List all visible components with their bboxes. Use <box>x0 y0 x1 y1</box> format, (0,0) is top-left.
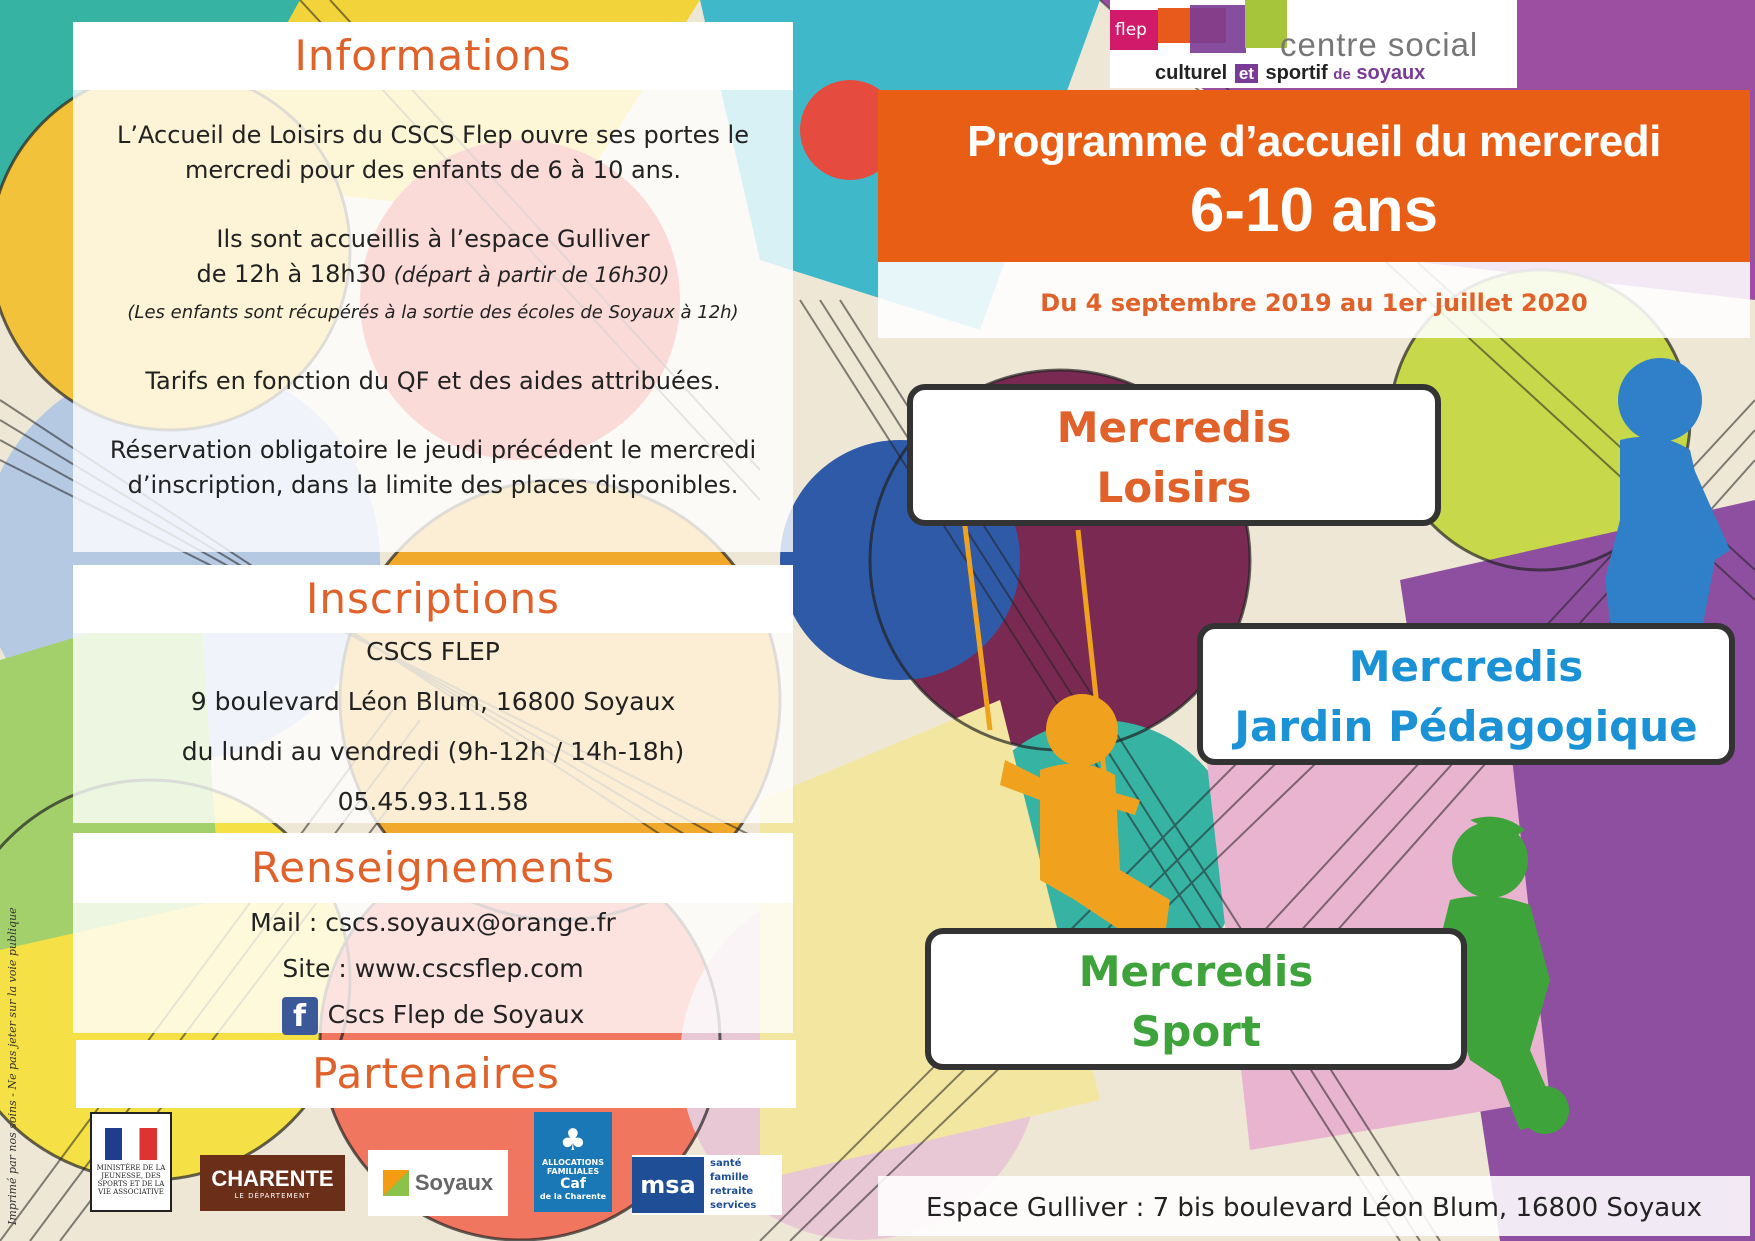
msa-services-list <box>710 1157 756 1213</box>
card-sport-line1: Mercredis <box>1078 947 1314 996</box>
print-notice-vertical: Imprimé par nos soins - Ne pas jeter sur la voie publique <box>6 907 19 1225</box>
inscriptions-title: Inscriptions <box>306 574 560 623</box>
card-sport-line2: Sport <box>1131 1007 1261 1056</box>
card-loisirs-line1: Mercredis <box>1056 403 1292 452</box>
soyaux-logo <box>368 1150 508 1216</box>
renseignements-body <box>73 903 793 1033</box>
info-p2-line1: Ils sont accueillis à l’espace Gulliver <box>216 225 650 253</box>
logo-de: de <box>1333 66 1351 83</box>
logo-subtitle <box>1155 62 1425 85</box>
charente-label: CHARENTE <box>211 1166 334 1191</box>
inscriptions-phone[interactable]: 05.45.93.11.58 <box>337 787 529 816</box>
caf-name: Caf <box>560 1175 586 1192</box>
renseignements-facebook[interactable] <box>73 995 793 1041</box>
card-mercredis-jardin <box>1197 623 1735 765</box>
msa-item: retraite <box>710 1186 754 1197</box>
info-p2-line3: (Les enfants sont récupérés à la sortie des écoles de Soyaux à 12h) <box>127 302 739 323</box>
informations-title: Informations <box>294 31 572 80</box>
caf-label: ALLOCATIONS FAMILIALES <box>541 1157 605 1176</box>
renseignements-site[interactable]: Site : www.cscsflep.com <box>282 954 584 983</box>
inscriptions-hours: du lundi au vendredi (9h-12h / 14h-18h) <box>181 737 685 766</box>
inscriptions-name: CSCS FLEP <box>366 637 500 666</box>
ministere-label: MINISTÈRE DE LA JEUNESSE, DES SPORTS ET DE LA VIE ASSOCIATIVE <box>96 1164 166 1196</box>
logo-culturel: culturel <box>1155 62 1228 84</box>
msa-mark: msa <box>632 1157 704 1213</box>
info-paragraph-tarifs: Tarifs en fonction du QF et des aides attribuées. <box>145 367 721 395</box>
programme-age-range: 6-10 ans <box>1189 176 1439 245</box>
caf-tree-icon: ♣ <box>559 1122 587 1158</box>
facebook-icon: f <box>282 997 318 1035</box>
inscriptions-header <box>73 565 793 633</box>
soyaux-label: Soyaux <box>414 1170 494 1195</box>
info-p4-line1: Réservation obligatoire le jeudi précédent le mercredi <box>109 436 757 464</box>
card-jardin-line1: Mercredis <box>1348 642 1584 691</box>
msa-item: santé <box>710 1158 742 1169</box>
partenaires-title: Partenaires <box>312 1049 560 1098</box>
card-jardin-line2: Jardin Pédagogique <box>1234 702 1698 751</box>
footer-address: Espace Gulliver : 7 bis boulevard Léon Blum, 16800 Soyaux <box>878 1176 1750 1236</box>
info-paragraph-reservation <box>73 433 793 503</box>
info-p2-note: (départ à partir de 16h30) <box>393 263 670 287</box>
informations-header <box>73 22 793 90</box>
msa-logo <box>632 1155 782 1215</box>
logo-flep-label: flep <box>1115 20 1147 40</box>
info-p1-line2: mercredi pour des enfants de 6 à 10 ans. <box>184 156 682 184</box>
renseignements-title: Renseignements <box>251 843 615 892</box>
card-loisirs-line2: Loisirs <box>1096 463 1252 512</box>
caf-sub-label: de la Charente <box>539 1191 607 1201</box>
facebook-label: Cscs Flep de Soyaux <box>327 1000 585 1029</box>
logo-soyaux: soyaux <box>1356 62 1426 84</box>
partenaires-header <box>76 1040 796 1108</box>
msa-item: services <box>710 1200 757 1211</box>
info-paragraph-accueil <box>73 118 793 188</box>
info-p4-line2: d’inscription, dans la limite des places disponibles. <box>127 471 739 499</box>
charente-sub-label: LE DÉPARTEMENT <box>234 1192 311 1200</box>
info-paragraph-horaires <box>73 222 793 330</box>
card-mercredis-sport <box>925 928 1467 1070</box>
renseignements-mail[interactable]: Mail : cscs.soyaux@orange.fr <box>250 908 616 937</box>
centre-social-logo <box>1110 0 1517 88</box>
card-mercredis-loisirs <box>907 384 1441 526</box>
soyaux-mark-icon <box>383 1170 409 1196</box>
caf-logo <box>534 1112 612 1212</box>
programme-dates: Du 4 septembre 2019 au 1er juillet 2020 <box>878 262 1750 338</box>
info-p2-line2: de 12h à 18h30 <box>196 260 387 288</box>
renseignements-header <box>73 833 793 903</box>
programme-banner <box>878 90 1750 262</box>
info-p1-line1: L’Accueil de Loisirs du CSCS Flep ouvre ses portes le <box>117 121 749 149</box>
logo-square-purple <box>1190 5 1246 53</box>
logo-et: et <box>1235 64 1258 83</box>
logo-centre-social-label: centre social <box>1280 26 1479 63</box>
french-flag-icon <box>105 1128 157 1160</box>
inscriptions-address: 9 boulevard Léon Blum, 16800 Soyaux <box>190 687 676 716</box>
informations-body <box>73 90 793 552</box>
charente-logo <box>200 1155 345 1211</box>
ministere-logo <box>90 1112 172 1212</box>
inscriptions-body <box>73 633 793 823</box>
logo-sportif: sportif <box>1265 62 1328 84</box>
programme-title: Programme d’accueil du mercredi <box>967 117 1661 166</box>
msa-item: famille <box>710 1172 749 1183</box>
